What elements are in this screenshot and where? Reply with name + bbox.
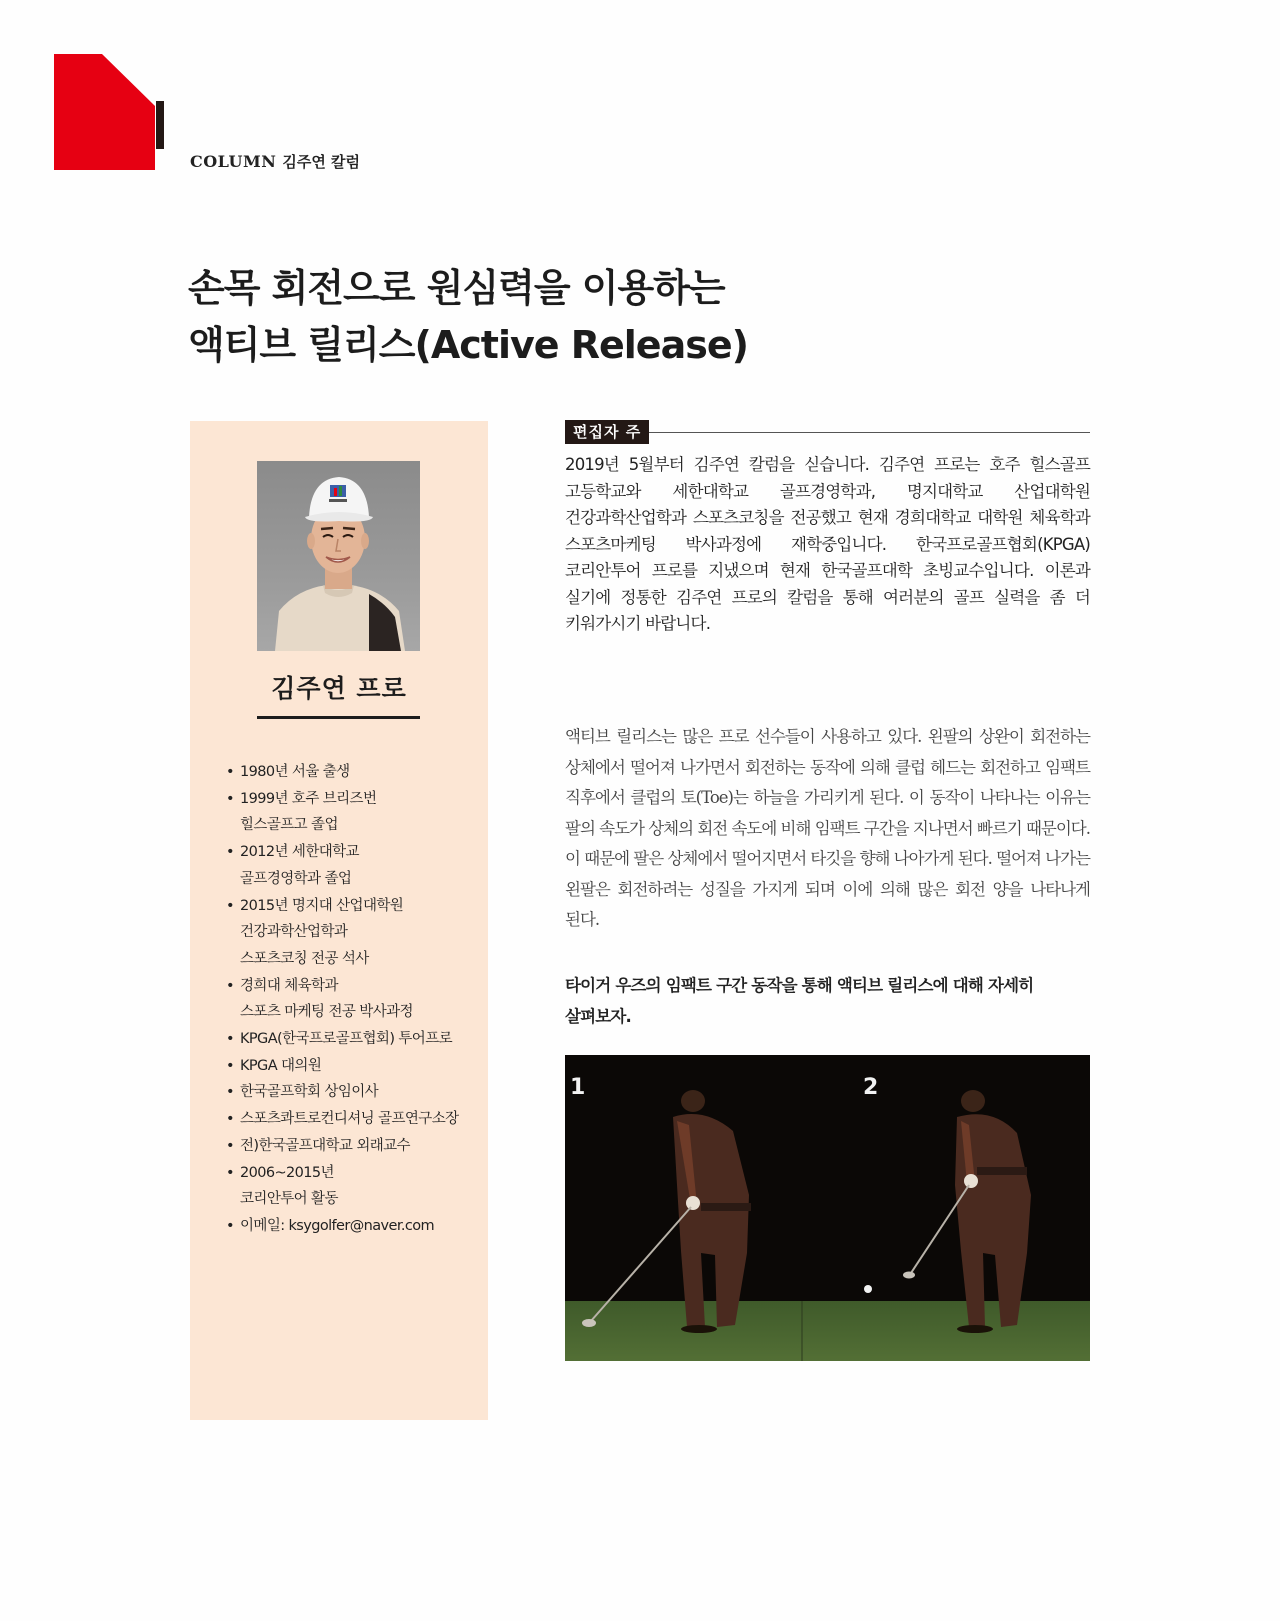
- bio-item: • 2015년 명지대 산업대학원 건강과학산업학과 스포츠코칭 전공 석사: [226, 893, 476, 973]
- profile-bio-list: [226, 759, 476, 1240]
- frame-label-2: 2: [863, 1075, 879, 1100]
- swing-sequence-photo: [565, 1055, 1090, 1361]
- profile-name: 김주연 프로: [271, 674, 407, 703]
- profile-portrait: [257, 461, 420, 651]
- bio-item: • 경희대 체육학과 스포츠 마케팅 전공 박사과정: [226, 973, 476, 1026]
- editor-note-text: 2019년 5월부터 김주연 칼럼을 싣습니다. 김주연 프로는 호주 힐스골프 고등학교와 세한대학교 골프경영학과, 명지대학교 산업대학원 건강과학산업학과 스포츠코칭을 전공했고 현재 경희대학교 대학원 체육학과 스포츠마케팅 박사과정에 재학중입니다. 한국프로골프협회(KPGA) 코리안투어 프로를 지냈으며 현재 한국골프대학 초빙교수입니다. 이론과 실기에 정통한 김주연 프로의 칼럼을 통해 여러분의 골프 실력을 좀 더 키워가시기 바랍니다.: [565, 455, 1090, 633]
- swing-photo-illustration: [565, 1055, 1090, 1361]
- bio-item: • 1999년 호주 브리즈번 힐스골프고 졸업: [226, 786, 476, 839]
- bio-item: • 한국골프학회 상임이사: [226, 1079, 476, 1106]
- section-label-ko: 김주연 칼럼: [282, 153, 361, 171]
- frame-label-1: 1: [570, 1075, 586, 1100]
- article-title-line-1: 손목 회전으로 원심력을 이용하는: [188, 266, 725, 310]
- bio-item: • 전)한국골프대학교 외래교수: [226, 1133, 476, 1160]
- section-label: [190, 151, 360, 172]
- bio-item: • 2012년 세한대학교 골프경영학과 졸업: [226, 839, 476, 892]
- portrait-illustration: [257, 461, 420, 651]
- profile-name-underline: [257, 716, 420, 719]
- article-body: 액티브 릴리스는 많은 프로 선수들이 사용하고 있다. 왼팔의 상완이 회전하는 상체에서 떨어져 나가면서 회전하는 동작에 의해 클럽 헤드는 회전하고 임팩트 직후에서 클럽의 토(Toe)는 하늘을 가리키게 된다. 이 동작이 나타나는 이유는 팔의 속도가 상체의 회전 속도에 비해 임팩트 구간을 지나면서 빠르기 때문이다. 이 때문에 팔은 상체에서 떨어지면서 타깃을 향해 나아가게 된다. 떨어져 나가는 왼팔은 회전하려는 성질을 가지게 되며 이에 의해 많은 회전 양을 나타나게 된다.: [565, 727, 1090, 929]
- profile-sidebar: [190, 421, 488, 1420]
- bio-item: • 이메일: ksygolfer@naver.com: [226, 1213, 476, 1240]
- editor-note-label: 편집자 주: [565, 420, 649, 444]
- corner-black-bar: [156, 101, 164, 149]
- corner-diagonal-cut: [102, 54, 155, 106]
- article-lead: 타이거 우즈의 임팩트 구간 동작을 통해 액티브 릴리스에 대해 자세히 살펴보자.: [565, 976, 1034, 1026]
- bio-item: • 1980년 서울 출생: [226, 759, 476, 786]
- article-title-line-2: 액티브 릴리스(Active Release): [188, 323, 748, 367]
- bio-item: • KPGA(한국프로골프협회) 투어프로: [226, 1026, 476, 1053]
- bio-item: • 2006~2015년 코리안투어 활동: [226, 1160, 476, 1213]
- bio-item: • KPGA 대의원: [226, 1053, 476, 1080]
- section-label-en: COLUMN: [190, 152, 277, 171]
- editor-note-header: [565, 420, 1090, 444]
- bio-item: • 스포츠콰트로컨디셔닝 골프연구소장: [226, 1106, 476, 1133]
- article-title: [188, 260, 1088, 374]
